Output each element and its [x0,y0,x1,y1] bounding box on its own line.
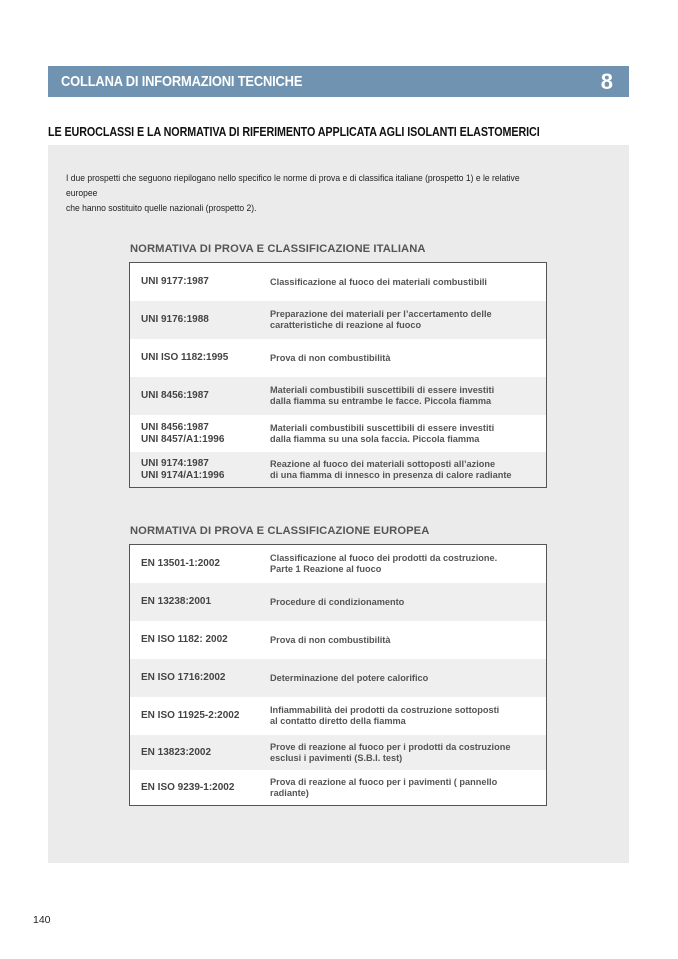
standard-description: Prova di non combustibilità [270,634,391,645]
section-title: LE EUROCLASSI E LA NORMATIVA DI RIFERIMENTO APPLICATA AGLI ISOLANTI ELASTOMERICI [48,125,540,139]
standard-code: UNI 9174:1987 UNI 9174/A1:1996 [141,457,225,481]
table-row [130,583,546,621]
intro-line-1: I due prospetti che seguono riepilogano nello specifico le norme di prova e di classifica italiane (prospetto 1) e le relative europee [66,173,520,198]
standard-description: Classificazione al fuoco dei materiali combustibili [270,276,487,287]
standard-code: EN 13238:2001 [141,596,212,607]
standard-code: UNI 9176:1988 [141,314,209,325]
standard-description: Prove di reazione al fuoco per i prodotti da costruzione esclusi i pavimenti (S.B.I. test) [270,741,511,763]
standard-description: Classificazione al fuoco dei prodotti da costruzione. Parte 1 Reazione al fuoco [270,553,498,574]
standard-description: Prova di non combustibilità [270,352,391,363]
table-row [130,545,546,583]
standard-description: Procedure di condizionamento [270,596,405,607]
table-row [130,415,546,452]
table-row [130,697,546,735]
standard-code: EN 13501-1:2002 [141,558,220,569]
european-standards-table [129,544,547,806]
intro-line-2: che hanno sostituito quelle nazionali (prospetto 2). [66,203,257,213]
header-title: COLLANA DI INFORMAZIONI TECNICHE [61,73,303,90]
standard-description: Materiali combustibili suscettibili di essere investiti dalla fiamma su entrambe le facce. Piccola fiamma [270,385,495,406]
standard-code: UNI ISO 1182:1995 [141,352,229,363]
chapter-number: 8 [600,68,613,94]
italian-table-caption: NORMATIVA DI PROVA E CLASSIFICAZIONE ITALIANA [130,243,426,255]
intro-paragraph [66,171,550,216]
table-row [130,377,546,415]
standard-description: Preparazione dei materiali per l’accertamento delle caratteristiche di reazione al fuoco [270,309,492,330]
standard-code: EN ISO 1716:2002 [141,672,226,683]
table-row [130,735,546,770]
standard-description: Reazione al fuoco dei materiali sottoposti all’azione di una fiamma di innesco in presenza di calore radiante [270,458,512,480]
standard-description: Prova di reazione al fuoco per i pavimenti ( pannello radiante) [270,776,498,798]
european-table-caption: NORMATIVA DI PROVA E CLASSIFICAZIONE EUROPEA [130,525,430,537]
standard-code: EN ISO 9239-1:2002 [141,781,235,793]
standard-code: EN 13823:2002 [141,746,212,758]
table-row [130,301,546,339]
standard-code: UNI 8456:1987 [141,390,209,401]
table-row [130,659,546,697]
italian-standards-table [129,262,547,488]
standard-description: Determinazione del potere calorifico [270,672,429,683]
standard-description: Materiali combustibili suscettibili di essere investiti dalla fiamma su una sola faccia. Piccola fiamma [270,422,495,444]
table-row [130,263,546,301]
standard-code: EN ISO 11925-2:2002 [141,710,240,721]
page-number: 140 [33,914,51,926]
standard-code: EN ISO 1182: 2002 [141,634,228,645]
standard-code: UNI 8456:1987 UNI 8457/A1:1996 [141,421,225,445]
table-row [130,621,546,659]
standard-description: Infiammabilità dei prodotti da costruzione sottoposti al contatto diretto della fiamma [270,705,500,726]
standard-code: UNI 9177:1987 [141,276,209,287]
table-row [130,452,546,487]
table-row [130,770,546,805]
table-row [130,339,546,377]
header-bar [48,66,629,97]
